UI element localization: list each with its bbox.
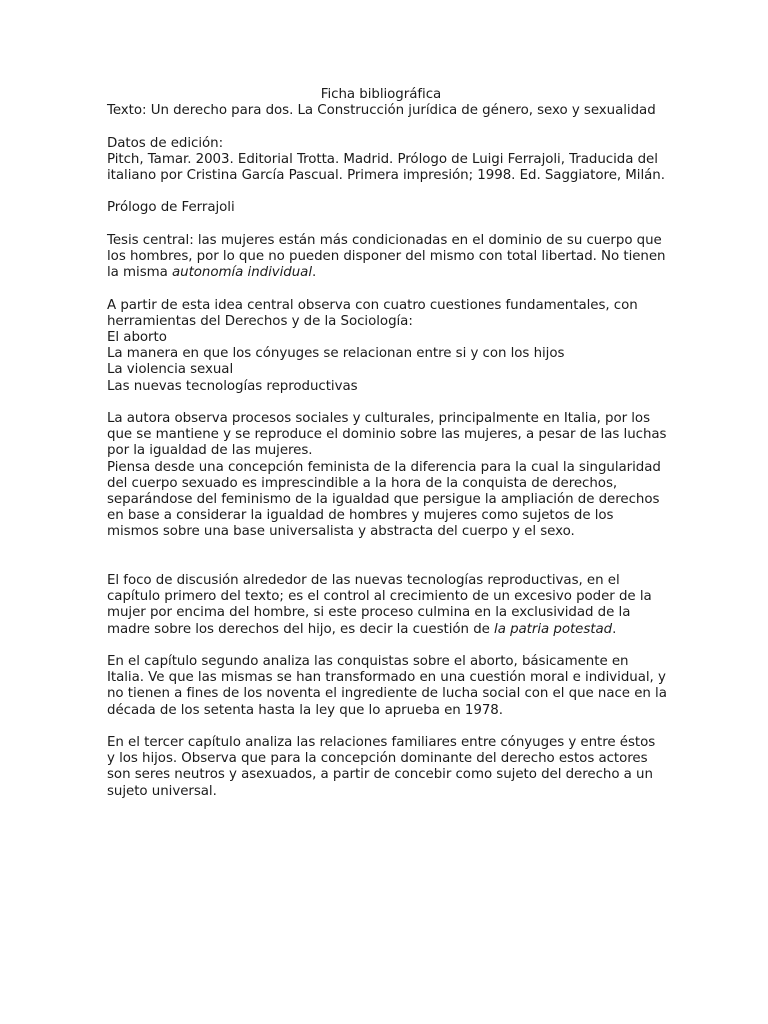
spacer [107,541,667,573]
spacer [107,281,667,297]
datos-heading: Datos de edición: [107,135,224,151]
document-title: Ficha bibliográfica [320,87,442,102]
spacer [107,217,667,233]
segundo-paragraph: En el capítulo segundo analiza las conquistas sobre el aborto, básicamente en Italia. Ve que las mismas se han transformado en una cuestión moral e individual, y no tienen a fines de los noventa el ingrediente de lucha social con el que nace en la década de los setenta hasta la ley que lo aprueba en 1978. [107,654,667,718]
prologo-line: Prólogo de Ferrajoli [107,200,235,216]
spacer [107,395,667,411]
datos-body: Pitch, Tamar. 2003. Editorial Trotta. Madrid. Prólogo de Luigi Ferrajoli, Traducida del italiano por Cristina García Pascual. Primera impresión; 1998. Ed. Saggiatore, Milán. [107,151,665,183]
foco-end: . [612,621,617,637]
autora-paragraph: La autora observa procesos sociales y culturales, principalmente en Italia, por los que se mantiene y se reproduce el dominio sobre las mujeres, a pesar de las luchas por la igualdad de las mujeres. [107,410,667,459]
foco-text: El foco de discusión alrededor de las nuevas tecnologías reproductivas, en el capítulo primero del texto; es el control al crecimiento de un excesivo poder de la mujer por encima del hombre, si este proceso culmina en la exclusividad de la madre sobre los derechos del hijo, es decir la cuestión de [107,573,652,637]
tesis-italic: autonomía individual [171,265,313,281]
cuestion-item: El aborto [107,329,167,345]
foco-paragraph [107,573,667,638]
spacer [107,119,667,135]
foco-italic: la patria potestad [494,621,613,637]
piensa-paragraph: Piensa desde una concepción feminista de la diferencia para la cual la singularidad del cuerpo sexuado es imprescindible a la hora de la conquista de derechos, separándose del feminismo de la igualdad que persigue la ampliación de derechos en base a considerar la igualdad de hombres y mujeres como sujetos de los mismos sobre una base universalista y abstracta del cuerpo y el sexo. [107,459,661,540]
cuestion-item: La violencia sexual [107,362,234,378]
document-page [107,87,667,800]
spacer [107,638,667,654]
tesis-text: Tesis central: las mujeres están más condicionadas en el dominio de su cuerpo que los hombres, por lo que no pueden disponer del mismo con total libertad. No tienen la misma [107,232,666,281]
spacer [107,719,667,735]
cuestion-item: La manera en que los cónyuges se relacionan entre si y con los hijos [107,346,565,362]
tercer-paragraph: En el tercer capítulo analiza las relaciones familiares entre cónyuges y entre éstos y los hijos. Observa que para la concepción dominante del derecho estos actores son seres neutros y asexuados, a partir de concebir como sujeto del derecho a un sujeto universal. [107,735,656,799]
tesis-end: . [312,265,317,281]
texto-line: Texto: Un derecho para dos. La Construcción jurídica de género, sexo y sexualidad [107,103,656,119]
partir-paragraph: A partir de esta idea central observa con cuatro cuestiones fundamentales, con herramientas del Derechos y de la Sociología: [107,297,638,329]
spacer [107,184,667,200]
cuestion-item: Las nuevas tecnologías reproductivas [107,378,358,394]
tesis-paragraph [107,233,667,282]
